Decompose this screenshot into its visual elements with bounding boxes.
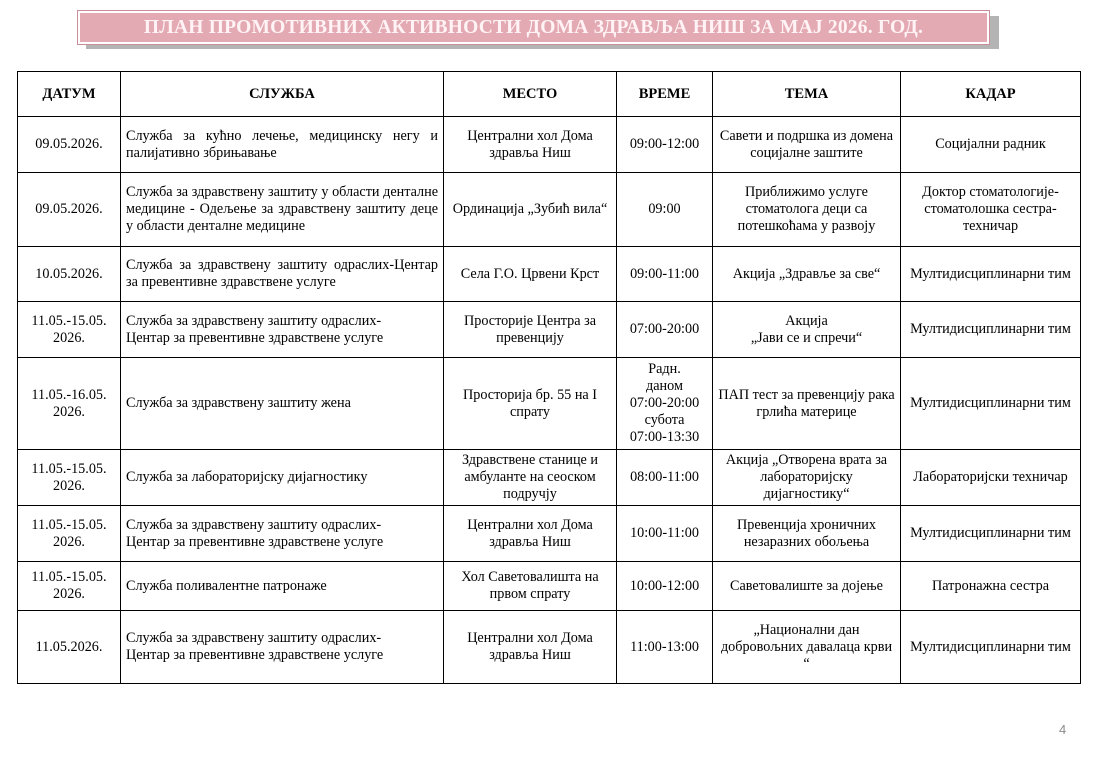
cell-kadar	[901, 173, 1081, 247]
cell-line: 09:00-12:00	[629, 136, 700, 152]
table-row	[18, 358, 1081, 450]
cell-vreme	[617, 117, 713, 173]
cell-sluzba	[121, 506, 444, 562]
cell-mesto	[444, 302, 617, 358]
cell-line: Радн.	[648, 361, 681, 377]
cell-sluzba	[121, 562, 444, 611]
cell-line: Мултидисциплинарни тим	[910, 321, 1071, 337]
cell-line: 11.05.-15.05.	[31, 516, 107, 533]
cell-vreme	[617, 506, 713, 562]
cell-datum	[18, 611, 121, 684]
cell-line: Служба за здравствену заштиту жена	[126, 395, 351, 411]
cell-kadar	[901, 506, 1081, 562]
cell-kadar	[901, 450, 1081, 506]
cell-sluzba	[121, 358, 444, 450]
cell-line: Служба за здравствену заштиту одраслих-	[126, 630, 382, 646]
cell-line: „Јави се и спречи“	[750, 329, 863, 346]
cell-line: 11:00-13:00	[630, 638, 699, 655]
cell-line: Мултидисциплинарни тим	[910, 265, 1071, 282]
cell-datum	[18, 173, 121, 247]
cell-line: 11.05.-15.05.	[31, 569, 107, 585]
cell-line: 2026.	[53, 329, 85, 346]
cell-line: Служба за здравствену заштиту одраслих-Центар за превентивне здравствене услуге	[126, 257, 438, 290]
cell-kadar	[901, 247, 1081, 302]
table-row	[18, 506, 1081, 562]
cell-datum	[18, 358, 121, 450]
cell-mesto	[444, 562, 617, 611]
cell-vreme	[617, 302, 713, 358]
cell-line: Савети и подршка из домена социјалне заштите	[719, 127, 894, 161]
table-row	[18, 562, 1081, 611]
cell-tema	[713, 358, 901, 450]
cell-mesto	[444, 117, 617, 173]
cell-line: Социјални радник	[935, 136, 1046, 152]
cell-line: 09:00-11:00	[630, 265, 699, 282]
page-number: 4	[1059, 722, 1067, 737]
table-row	[18, 302, 1081, 358]
table-row	[18, 450, 1081, 506]
cell-datum	[18, 450, 121, 506]
cell-line: даном	[646, 378, 683, 394]
cell-sluzba	[121, 247, 444, 302]
cell-sluzba	[121, 450, 444, 506]
cell-line: Служба за кућно лечење, медицинску негу и палијативно збрињавање	[126, 127, 438, 161]
cell-line: Хол Саветовалишта на првом спрату	[461, 569, 599, 602]
cell-sluzba	[121, 173, 444, 247]
cell-line: Акција „Отворена врата за лабораторијску дијагностику“	[725, 452, 888, 502]
cell-tema	[713, 611, 901, 684]
header-vreme: ВРЕМЕ	[617, 72, 713, 117]
cell-line: Централни хол Дома здравља Ниш	[467, 516, 593, 550]
cell-kadar	[901, 117, 1081, 173]
cell-tema	[713, 450, 901, 506]
cell-datum	[18, 302, 121, 358]
cell-line: Акција „Здравље за све“	[732, 265, 881, 282]
cell-vreme	[617, 611, 713, 684]
cell-line: Села Г.О. Црвени Крст	[460, 265, 600, 282]
cell-mesto	[444, 506, 617, 562]
cell-line: Мултидисциплинарни тим	[910, 638, 1071, 655]
cell-tema	[713, 173, 901, 247]
header-mesto: МЕСТО	[444, 72, 617, 117]
header-datum: ДАТУМ	[18, 72, 121, 117]
cell-sluzba	[121, 302, 444, 358]
cell-tema	[713, 506, 901, 562]
cell-line: Ординација „Зубић вила“	[452, 201, 608, 217]
cell-sluzba	[121, 117, 444, 173]
cell-vreme	[617, 247, 713, 302]
cell-datum	[18, 117, 121, 173]
cell-line: 11.05.-15.05.	[31, 460, 107, 477]
title-banner	[78, 11, 989, 44]
cell-line: Патронажна сестра	[931, 577, 1050, 594]
table-row	[18, 173, 1081, 247]
header-kadar: КАДАР	[901, 72, 1081, 117]
cell-tema	[713, 247, 901, 302]
cell-line: Центар за превентивне здравствене услуге	[126, 329, 384, 346]
cell-line: Мултидисциплинарни тим	[910, 525, 1071, 541]
cell-line: 2026.	[53, 403, 85, 420]
cell-line: Централни хол Дома здравља Ниш	[467, 630, 593, 663]
cell-tema	[713, 117, 901, 173]
cell-line: Лабораторијски техничар	[913, 469, 1068, 485]
cell-vreme	[617, 358, 713, 450]
table-row	[18, 247, 1081, 302]
page-title: ПЛАН ПРОМОТИВНИХ АКТИВНОСТИ ДОМА ЗДРАВЉА НИШ ЗА МАЈ 2026. ГОД.	[143, 16, 924, 38]
cell-line: 10.05.2026.	[35, 265, 103, 282]
cell-line: 07:00-20:00	[629, 321, 700, 337]
cell-line: Централни хол Дома здравља Ниш	[467, 127, 593, 161]
cell-kadar	[901, 358, 1081, 450]
cell-line: Служба поливалентне патронаже	[126, 577, 327, 594]
cell-kadar	[901, 562, 1081, 611]
cell-line: Доктор стоматологије-стоматолошка сестра-техничар	[922, 184, 1059, 234]
cell-line: „Национални дан добровољних давалаца крви “	[720, 621, 893, 672]
cell-mesto	[444, 358, 617, 450]
cell-mesto	[444, 450, 617, 506]
cell-line: 10:00-11:00	[630, 525, 699, 541]
cell-vreme	[617, 450, 713, 506]
cell-line: Центар за превентивне здравствене услуге	[126, 647, 384, 663]
cell-line: Просторија бр. 55 на I спрату	[463, 386, 597, 420]
cell-line: 08:00-11:00	[630, 469, 699, 485]
cell-datum	[18, 562, 121, 611]
cell-line: 11.05.-16.05.	[31, 386, 107, 403]
cell-mesto	[444, 173, 617, 247]
cell-line: 2026.	[53, 477, 85, 494]
cell-line: 07:00-20:00	[629, 395, 700, 411]
header-tema: ТЕМА	[713, 72, 901, 117]
cell-line: 09.05.2026.	[35, 201, 103, 217]
cell-line: Просторије Центра за превенцију	[463, 312, 596, 346]
cell-line: субота	[644, 412, 685, 428]
cell-line: Служба за здравствену заштиту одраслих-	[126, 516, 382, 533]
cell-vreme	[617, 173, 713, 247]
table-header-row	[18, 72, 1081, 117]
cell-line: Здравствене станице и амбуланте на сеоском подручју	[461, 452, 598, 502]
cell-line: 09.05.2026.	[35, 136, 103, 152]
cell-kadar	[901, 611, 1081, 684]
table-row	[18, 611, 1081, 684]
cell-line: 10:00-12:00	[629, 577, 700, 594]
cell-line: Превенција хроничних незаразних обољења	[737, 516, 876, 550]
activity-plan-table	[17, 71, 1081, 684]
table-body	[18, 117, 1081, 684]
cell-line: Мултидисциплинарни тим	[910, 395, 1071, 411]
cell-tema	[713, 302, 901, 358]
cell-line: Служба за здравствену заштиту одраслих-	[126, 312, 382, 329]
cell-line: 07:00-13:30	[629, 429, 700, 445]
cell-line: Служба за здравствену заштиту у области денталне медицине - Одељење за здравствену заштиту деце у области денталне медицине	[126, 184, 438, 234]
cell-line: 2026.	[53, 586, 85, 602]
cell-line: 11.05.-15.05.	[31, 312, 107, 329]
cell-line: Центар за превентивне здравствене услуге	[126, 533, 384, 550]
cell-mesto	[444, 247, 617, 302]
cell-datum	[18, 247, 121, 302]
cell-line: 2026.	[53, 533, 85, 550]
cell-line: Саветовалиште за дојење	[730, 577, 883, 594]
cell-vreme	[617, 562, 713, 611]
cell-mesto	[444, 611, 617, 684]
cell-line: 09:00	[648, 201, 681, 217]
cell-kadar	[901, 302, 1081, 358]
cell-tema	[713, 562, 901, 611]
header-sluzba: СЛУЖБА	[121, 72, 444, 117]
cell-line: 11.05.2026.	[35, 638, 103, 655]
cell-datum	[18, 506, 121, 562]
cell-line: Акција	[785, 312, 828, 329]
cell-line: Приближимо услуге стоматолога деци са потешкоћама у развоју	[737, 184, 876, 234]
cell-line: Служба за лабораторијску дијагностику	[126, 469, 368, 485]
cell-line: ПАП тест за превенцију рака грлића материце	[718, 386, 895, 420]
cell-sluzba	[121, 611, 444, 684]
table-row	[18, 117, 1081, 173]
